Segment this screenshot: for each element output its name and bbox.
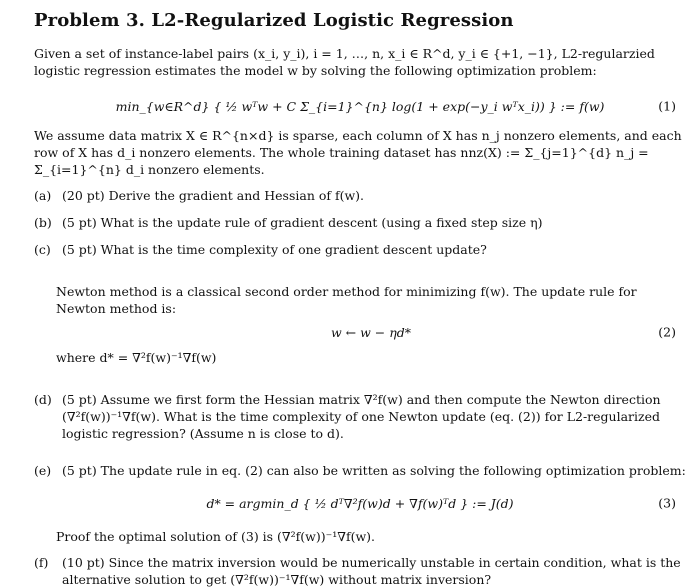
equation-2-expr: w ← w − ηd* [331, 324, 411, 340]
item-f-label: (f) [34, 555, 49, 570]
equation-2-number: (2) [658, 324, 676, 340]
item-d-text: (5 pt) Assume we first form the Hessian matrix ∇²f(w) and then compute the Newton direction (∇²f(w))⁻¹∇f(w). What is the time complexity of one Newton update (eq. (2)) for L2-regularized logistic regression? (Assume n is close to d). [62, 392, 661, 441]
where-line: where d* = ∇²f(w)⁻¹∇f(w) [56, 350, 217, 365]
equation-3 [34, 482, 686, 524]
item-c [34, 241, 686, 258]
equation-3-number: (3) [658, 495, 676, 511]
equation-1-expr: min_{w∈R^d} { ½ wᵀw + C Σ_{i=1}^{n} log(1 + exp(−y_i wᵀx_i)) } := f(w) [115, 98, 605, 114]
item-d-label: (d) [34, 392, 52, 407]
item-c-label: (c) [34, 242, 51, 257]
item-e-label: (e) [34, 463, 52, 478]
equation-3-expr: d* = argmin_d { ½ dᵀ∇²f(w)d + ∇f(w)ᵀd } := J(d) [206, 495, 514, 511]
item-e-text: (5 pt) The update rule in eq. (2) can also be written as solving the following optimization problem: [62, 463, 686, 478]
item-b [34, 214, 686, 231]
item-b-text: (5 pt) What is the update rule of gradient descent (using a fixed step size η) [62, 215, 543, 230]
item-c-text: (5 pt) What is the time complexity of one gradient descent update? [62, 242, 487, 257]
equation-1-number: (1) [658, 98, 676, 114]
item-e [34, 462, 686, 479]
intro-paragraph: Given a set of instance-label pairs (x_i, y_i), i = 1, …, n, x_i ∈ R^d, y_i ∈ {+1, −1}, L2-regularzied logistic regression estimates the model w by solving the following optimization problem: [34, 46, 655, 78]
problem-title: Problem 3. L2-Regularized Logistic Regression [34, 10, 514, 31]
equation-2 [56, 317, 686, 347]
item-d [34, 391, 686, 442]
item-a-label: (a) [34, 188, 52, 203]
assumption-paragraph: We assume data matrix X ∈ R^{n×d} is sparse, each column of X has n_j nonzero elements, and each row of X has d_i nonzero elements. The whole training dataset has nnz(X) := Σ_{j=1}^{d} n_j = Σ_{i=1}^{n} d_i nonzero elements. [34, 128, 682, 177]
item-f-text: (10 pt) Since the matrix inversion would be numerically unstable in certain condition, what is the alternative solution to get (∇²f(w))⁻¹∇f(w) without matrix inversion? [62, 555, 681, 587]
item-f [34, 554, 686, 588]
newton-intro: Newton method is a classical second order method for minimizing f(w). The update rule for Newton method is: [56, 284, 637, 316]
item-a-text: (20 pt) Derive the gradient and Hessian of f(w). [62, 188, 365, 203]
item-b-label: (b) [34, 215, 52, 230]
proof-line: Proof the optimal solution of (3) is (∇²f(w))⁻¹∇f(w). [56, 529, 376, 544]
item-a [34, 187, 686, 204]
equation-1 [34, 85, 686, 127]
